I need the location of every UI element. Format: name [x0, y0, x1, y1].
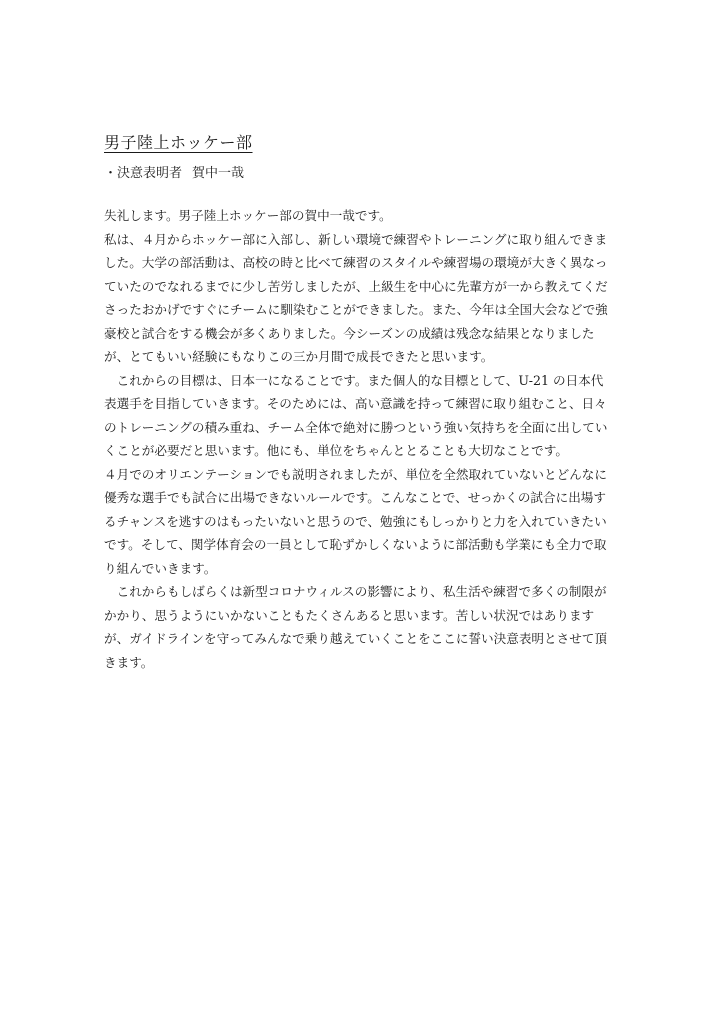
document-title: 男子陸上ホッケー部 — [104, 133, 253, 152]
document-body — [104, 204, 624, 674]
body-line: ていたのでなれるまでに少し苦労しましたが、上級生を中心に先輩方が一から教えてくだ — [104, 278, 608, 294]
body-line: これからもしばらくは新型コロナウィルスの影響により、私生活や練習で多くの制限が — [104, 584, 607, 599]
body-line: きます。 — [104, 654, 154, 670]
body-line: くことが必要だと思います。他にも、単位をちゃんととることも大切なことです。 — [104, 443, 568, 458]
declarant-line — [104, 164, 244, 184]
body-line: が、ガイドラインを守ってみんなで乗り越えていくことをここに誓い決意表明とさせて頂 — [104, 631, 607, 646]
body-line: した。大学の部活動は、高校の時と比べて練習のスタイルや練習場の環境が大きく異なっ — [104, 255, 608, 270]
declarant-label: ・決意表明者 — [104, 166, 183, 181]
body-line: さったおかげですぐにチームに馴染むことができました。また、今年は全国大会などで強 — [104, 302, 608, 317]
body-line: これからの目標は、日本一になることです。また個人的な目標として、U-21 の日本代 — [104, 372, 604, 388]
body-line: るチャンスを逃すのはもったいないと思うので、勉強にもしっかりと力を入れていきたい — [104, 513, 607, 529]
body-line: ４月でのオリエンテーションでも説明されましたが、単位を全然取れていないとどんなに — [104, 466, 607, 482]
body-line: り組んでいきます。 — [104, 560, 217, 576]
body-line: 豪校と試合をする機会が多くありました。今シーズンの成績は残念な結果となりました — [104, 325, 595, 341]
body-line: が、とてもいい経験にもなりこの三か月間で成長できたと思います。 — [104, 349, 494, 364]
declarant-name: 賀中一哉 — [192, 166, 245, 181]
body-line: です。そして、関学体育会の一員として恥ずかしくないように部活動も学業にも全力で取 — [104, 537, 607, 552]
body-line: 優秀な選手でも試合に出場できないルールです。こんなことで、せっかくの試合に出場す — [104, 490, 606, 505]
body-line: 表選手を目指していきます。そのためには、高い意識を持って練習に取り組むこと、日々 — [104, 396, 607, 411]
body-line: 失礼します。男子陸上ホッケー部の賀中一哉です。 — [104, 208, 392, 223]
body-line: のトレーニングの積み重ね、チーム全体で絶対に勝つという強い気持ちを全面に出してい — [104, 419, 608, 435]
body-line: かかり、思うようにいかないこともたくさんあると思います。苦しい状況ではあります — [104, 607, 595, 623]
body-line: 私は、４月からホッケー部に入部し、新しい環境で練習やトレーニングに取り組んできま — [104, 231, 608, 247]
